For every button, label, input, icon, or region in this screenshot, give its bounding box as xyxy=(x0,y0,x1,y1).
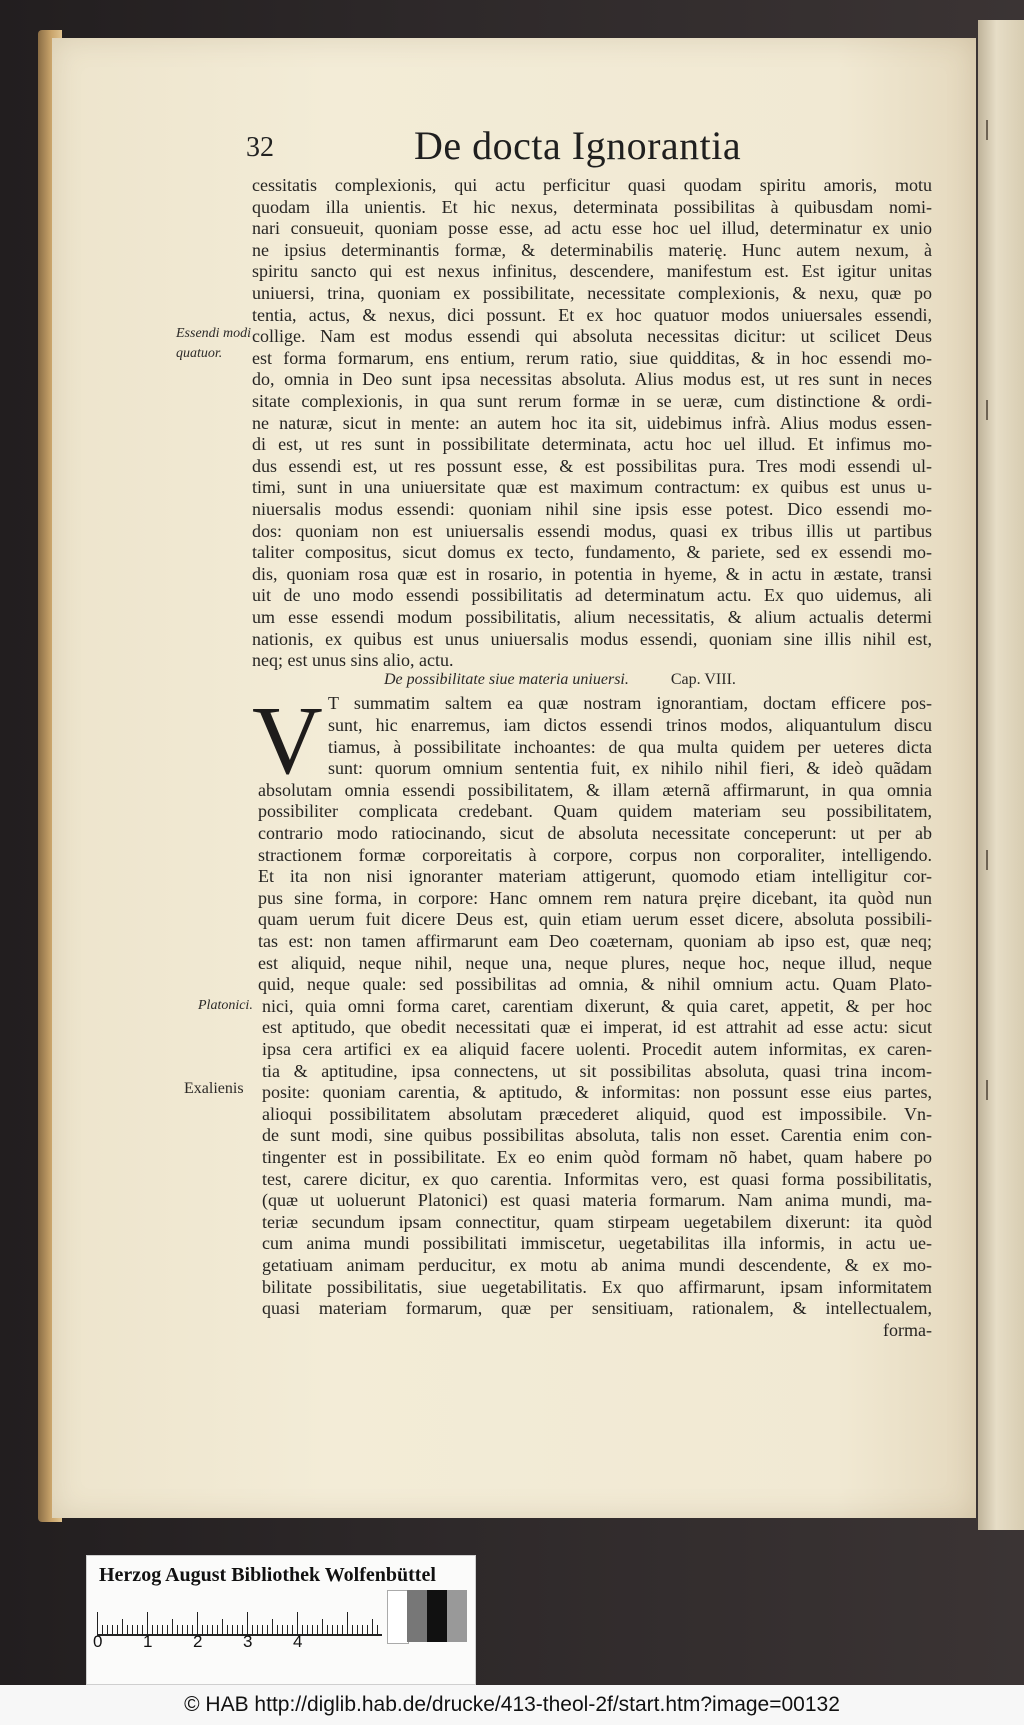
text-line: (quæ ut uoluerunt Platonici) est quasi materia formarum. Nam anima mundi, ma- xyxy=(262,1190,932,1211)
ruler-tick xyxy=(162,1625,163,1634)
footer-bar xyxy=(0,1685,1024,1725)
text-line: uit de uno modo essendi possibilitatis ad determinatum actu. Ex quo uidemus, ali xyxy=(252,585,932,606)
ruler-tick xyxy=(112,1625,113,1634)
drop-cap: V xyxy=(252,687,323,795)
ruler-tick xyxy=(272,1619,273,1634)
ruler-tick xyxy=(332,1625,333,1634)
library-color-card xyxy=(86,1555,476,1685)
ruler-tick xyxy=(97,1612,98,1634)
ruler-tick xyxy=(257,1625,258,1634)
text-line: nari consueuit, quoniam posse esse, ad actu esse hoc uel illud, determinatur ex unio xyxy=(252,218,932,239)
ruler-tick xyxy=(247,1612,248,1634)
marginal-note-exalienis: Exalienis xyxy=(184,1080,244,1097)
text-line: uniuersi, trina, quoniam ex possibilitate, necessitate complexionis, & nexu, quæ po xyxy=(252,283,932,303)
library-name: Herzog August Bibliothek Wolfenbüttel xyxy=(99,1564,436,1586)
text-line: absolutam omnia essendi possibilitatem, & illam æternã affirmarunt, in qua omnia xyxy=(258,779,932,800)
text-line: tingenter est in possibilitate. Ex eo enim quòd formam nõ habet, quam habere po xyxy=(262,1147,932,1167)
ruler-tick xyxy=(312,1625,313,1634)
text-line: cum anima mundi possibilitati immiscetur, uegetabilitas illa informis, in actu ue- xyxy=(262,1233,932,1254)
ruler-tick xyxy=(357,1625,358,1634)
text-line: do, omnia in Deo sunt ipsa necessitas absoluta. Alius modus est, ut res sunt in neces xyxy=(252,369,932,390)
text-line: tas est: non tamen affirmarunt eam Deo coæternam, quoniam ab ipso est, quæ neq; xyxy=(258,931,932,951)
text-line: alioqui possibilitatem absolutam præcederet aliquid, quod est impossibile. Vn- xyxy=(262,1103,932,1124)
ruler-tick xyxy=(262,1625,263,1634)
ruler-tick xyxy=(347,1612,348,1634)
running-title: De docta Ignorantia xyxy=(414,123,742,168)
ruler-digit: 3 xyxy=(243,1632,253,1651)
ruler-tick xyxy=(342,1625,343,1634)
text-line: est aliquid, neque nihil, neque una, neque plures, neque hoc, neque illud, neque xyxy=(258,952,932,973)
text-line: sunt, hic enarremus, iam dictos essendi trinos modos, aliquantulum discu xyxy=(328,715,932,735)
ruler-tick xyxy=(182,1625,183,1634)
ruler-tick xyxy=(127,1625,128,1634)
text-line: est forma formarum, ens entium, rerum ratio, siue quidditas, & in hoc essendi mo- xyxy=(252,347,932,368)
catchword: forma- xyxy=(883,1319,932,1340)
marginal-note-platonici: Platonici. xyxy=(198,998,253,1013)
text-line: getatiuam animam perducitur, ex motu ab anima mundi descendente, & ex mo- xyxy=(262,1255,932,1275)
text-line: pus sine forma, in corpore: Hanc omnem rem natura pręire dicebant, ita quòd nun xyxy=(258,887,932,908)
text-line: ne ipsius determinantis formæ, & determinabilis materię. Hunc autem nexum, à xyxy=(252,239,932,260)
ruler-tick xyxy=(147,1612,148,1634)
text-line: dus essendi est, ut res possunt esse, & est possibilitas pura. Tres modi essendi ul- xyxy=(252,455,932,476)
ruler-tick xyxy=(187,1625,188,1634)
black-swatch xyxy=(427,1590,447,1642)
facing-page-edge xyxy=(978,20,1024,1530)
chapter-number: Cap. VIII. xyxy=(670,670,736,688)
marginal-note-quatuor: quatuor. xyxy=(176,346,223,361)
ruler-tick xyxy=(337,1625,338,1634)
ruler-tick xyxy=(322,1619,323,1634)
scale-ruler xyxy=(97,1602,382,1636)
text-line: contrario modo ratiocinando, sicut de absoluta necessitate conceperunt: ut per ab xyxy=(258,823,932,843)
chapter-title: De possibilitate siue materia uniuersi. xyxy=(384,670,629,688)
text-line: possibiliter complicata credebant. Quam quidem materiam seu possibilitatem, xyxy=(258,801,932,822)
text-line: quid, neque quale: sed possibilitas ad omnia, & nihil omnium actu. Quam Plato- xyxy=(258,974,932,995)
text-line: tia & aptitudine, ipsa connectens, ut sit possibilitas absoluta, quasi trina incom- xyxy=(262,1060,932,1081)
text-line: quam uerum fuit dicere Deus est, quin etiam uerum esset dicere, absoluta possibili- xyxy=(258,909,932,930)
text-line: neq; est unus sins alio, actu. xyxy=(252,650,454,671)
ruler-tick xyxy=(287,1625,288,1634)
text-line: quodam illa unientis. Et hic nexus, determinata possibilitas à quibusdam nomi- xyxy=(252,196,932,217)
ruler-digit: 2 xyxy=(193,1632,203,1651)
ruler-digit: 4 xyxy=(293,1632,303,1651)
ruler-tick xyxy=(107,1625,108,1634)
ruler-tick xyxy=(167,1625,168,1634)
marginal-note-essendi: Essendi modi xyxy=(176,326,252,341)
text-line: Et ita non nisi ignoranter materiam attigerunt, quomodo etiam intelligitur cor- xyxy=(258,866,932,887)
ruler-tick xyxy=(227,1625,228,1634)
ruler-tick xyxy=(237,1625,238,1634)
text-line: collige. Nam est modus essendi qui absoluta necessitas dicitur: ut scilicet Deus xyxy=(252,326,932,347)
text-line: ipsa cera artifici ex ea aliquid facere uolenti. Procedit autem informitas, ex caren- xyxy=(262,1039,932,1059)
text-line: um esse essendi modum possibilitatis, alium necessitatis, & alium actualis determi xyxy=(252,607,932,627)
ruler-tick xyxy=(122,1619,123,1634)
text-line: stractionem formæ corporeitatis à corpore, corpus non corporaliter, intelligendo. xyxy=(258,844,932,865)
ruler-tick xyxy=(352,1625,353,1634)
ruler-tick xyxy=(267,1625,268,1634)
text-line: de sunt modi, sine quibus possibilitas absoluta, talis non esset. Carentia enim con- xyxy=(262,1125,932,1146)
text-line: cessitatis complexionis, qui actu perficitur quasi quodam spiritu amoris, motu xyxy=(252,175,932,195)
text-line: bilitate possibilitatis, siue uegetabilitatis. Ex quo affirmarunt, ipsam informitatem xyxy=(262,1276,932,1297)
ruler-tick xyxy=(297,1612,298,1634)
gray-swatch xyxy=(447,1590,467,1642)
ruler-tick xyxy=(377,1625,378,1634)
ruler-tick xyxy=(232,1625,233,1634)
ruler-tick xyxy=(197,1612,198,1634)
text-line: T summatim saltem ea quæ nostram ignorantiam, doctam efficere pos- xyxy=(328,693,932,714)
text-line: dis, quoniam rosa quæ est in rosario, in potentia in hyeme, & in actu in æstate, transi xyxy=(252,563,932,584)
text-line: posite: quoniam carentia, & aptitudo, & informitas: non possunt esse eius partes, xyxy=(262,1082,932,1103)
ruler-tick xyxy=(137,1625,138,1634)
page-number: 32 xyxy=(246,132,274,163)
text-line: di est, ut res sunt in possibilitate determinata, actu hoc uel illud. Et infimus mo- xyxy=(252,434,932,455)
text-line: quasi materiam formarum, quæ per sensitiuam, rationalem, & intellectualem, xyxy=(262,1298,932,1319)
ruler-digit: 0 xyxy=(93,1632,103,1651)
text-line: sunt: quorum omnium sententia fuit, ex nihilo nihil fieri, & ideò quãdam xyxy=(328,758,932,779)
ruler-tick xyxy=(372,1619,373,1634)
text-line: spiritu sancto qui est nexus infinitus, descendere, manifestum est. Est igitur unitas xyxy=(252,261,932,282)
ruler-tick xyxy=(207,1625,208,1634)
ruler-tick xyxy=(362,1625,363,1634)
ruler-tick xyxy=(327,1625,328,1634)
text-line: dos: quoniam non est uniuersalis essendi modus, quasi ex tribus illis ut partibus xyxy=(252,520,932,541)
ruler-digit: 1 xyxy=(143,1632,153,1651)
ruler-tick xyxy=(132,1625,133,1634)
text-line: est aptitudo, que obedit necessitati quæ ei imperat, id est attrahit ad esse actu: sicut xyxy=(262,1017,932,1038)
text-line: timi, sunt in una uniuersitate quæ est maximum contractum: ex quibus est unus u- xyxy=(252,477,932,498)
white-swatch xyxy=(387,1590,409,1644)
ruler-tick xyxy=(157,1625,158,1634)
ruler-tick xyxy=(172,1619,173,1634)
ruler-tick xyxy=(177,1625,178,1634)
ruler-tick xyxy=(117,1625,118,1634)
ruler-tick xyxy=(317,1625,318,1634)
ruler-tick xyxy=(217,1625,218,1634)
ruler-tick xyxy=(212,1625,213,1634)
text-line: nici, quia omni forma caret, carentiam dixerunt, & quia caret, appetit, & per hoc xyxy=(262,995,932,1016)
text-line: test, carere dicitur, ex quo carentia. Informitas vero, est quasi forma possibilitatis, xyxy=(262,1168,932,1189)
mid-gray-swatch xyxy=(407,1590,427,1642)
text-line: teriæ secundum ipsam connectitur, quam stirpeam uegetabilem dixerunt: ita quòd xyxy=(262,1211,932,1232)
text-line: tentia, actus, & nexus, dici possunt. Et ex hoc quatuor modos uniuersales essendi, xyxy=(252,304,932,325)
text-line: nationis, ex quibus est unus uniuersalis modus essendi, quoniam sine illis nihil est, xyxy=(252,628,932,649)
ruler-tick xyxy=(367,1625,368,1634)
ruler-tick xyxy=(222,1619,223,1634)
text-line: taliter compositus, sicut domus ex tecto, fundamento, & pariete, sed ex essendi mo- xyxy=(252,542,932,563)
chapter-heading xyxy=(384,669,736,691)
text-line: sitate complexionis, in qua sunt rerum formæ in se ueræ, cum distinctione & ordi- xyxy=(252,391,932,411)
ruler-tick xyxy=(282,1625,283,1634)
page-header xyxy=(246,112,936,172)
text-line: niuersalis modus essendi: quoniam nihil sine ipsis esse potest. Dico essendi mo- xyxy=(252,499,932,519)
text-line: ne naturæ, sicut in mente: an autem hoc ita sit, uidebimus infrà. Alius modus essen- xyxy=(252,412,932,433)
text-line: tiamus, à possibilitate inchoantes: de qua multa quidem per ueteres dicta xyxy=(328,736,932,757)
ruler-tick xyxy=(307,1625,308,1634)
source-url: © HAB http://diglib.hab.de/drucke/413-theol-2f/start.htm?image=00132 xyxy=(184,1693,840,1716)
ruler-tick xyxy=(277,1625,278,1634)
